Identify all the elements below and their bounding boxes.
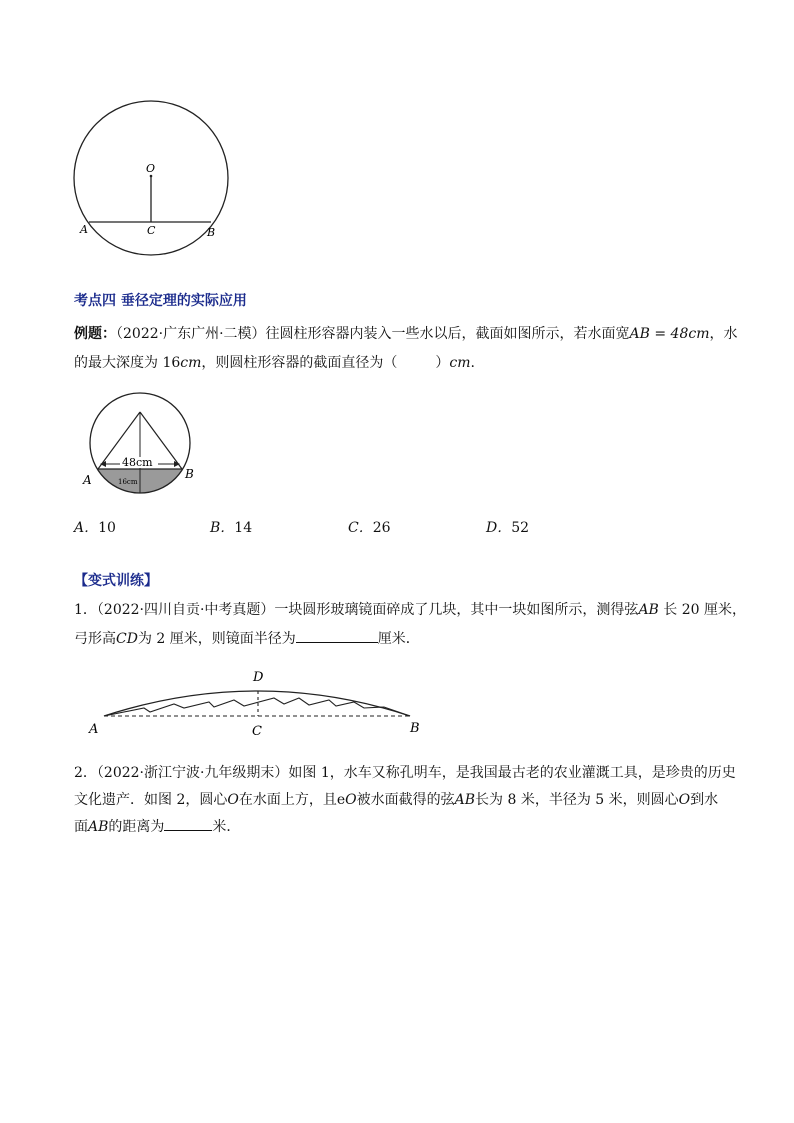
q1-text-1: 1．（2022·四川自贡·中考真题）一块圆形玻璃镜面碎成了几块，其中一块如图所示，测得弦 [74,602,639,618]
training-heading: 【变式训练】 [74,573,158,589]
example-text-2a: 的最大深度为 16 [74,355,181,371]
center-point [150,175,153,178]
label-d: D [253,670,264,685]
q1-text-2b: 为 2 厘米，则镜面半径为 [137,631,296,647]
q2-ab2: AB [88,819,109,835]
choice-d-value: 52 [511,520,530,536]
q2-text-3c: 米． [212,819,241,835]
choice-d-letter: D． [486,520,512,536]
label-48cm: 48cm [122,456,153,469]
q1-ab: AB [638,602,659,618]
q2-o3: O [678,792,691,808]
q1-line-1 [74,597,746,624]
choice-a-value: 10 [98,520,116,536]
label-16cm: 16cm [118,478,138,486]
choice-b-value: 14 [234,520,253,536]
choice-a[interactable] [74,515,116,542]
example-text-1: 往圆柱形容器内装入一些水以后，截面如图所示，若水面宽 [265,326,630,342]
q2-line-3 [74,814,240,841]
figure-broken-mirror [84,664,434,744]
example-text-2d: ） [435,355,450,371]
q2-odot-symbol: e [336,792,346,808]
q1-line-2 [74,626,420,653]
label-a: A [80,223,88,236]
example-source: （2022·广东广州·二模） [116,326,266,342]
q2-o: O [227,792,239,808]
q1-cd: CD [116,631,138,647]
broken-edge [104,698,410,716]
q2-line-1: 2．（2022·浙江宁波·九年级期末）如图 1，水车又称孔明车，是我国最古老的农业灌溉工具，是珍贵的历史 [74,765,736,781]
label-c: C [252,724,262,739]
q2-text-2a: 文化遗产．如图 2，圆心 [74,792,228,808]
label-a: A [89,722,99,737]
q1-text-2c: 厘米． [377,631,420,647]
figure-water-cross-section [78,384,208,499]
example-line-1 [74,321,738,348]
choice-a-letter: A． [74,520,99,536]
unit-cm-2: cm [449,355,471,371]
q2-text-2e: 到水 [690,792,719,808]
unit-cm-1: cm [180,355,202,371]
choice-c-letter: C． [348,520,373,536]
example-text-1-end: ，水 [709,326,738,342]
q1-text-2a: 弓形高 [74,631,116,647]
q2-text-3a: 面 [74,819,88,835]
figure-circle-chord [60,90,250,280]
q2-text-2c: 被水面截得的弦 [356,792,455,808]
q2-text-3b: 的距离为 [108,819,165,835]
example-text-2c: ，则圆柱形容器的截面直径为（ [201,355,398,371]
q2-text-2b: 在水面上方，且 [238,792,337,808]
q2-answer-blank[interactable] [164,814,212,831]
example-line-2 [74,350,475,377]
example-prefix: 例题： [74,326,116,342]
label-a: A [83,473,92,487]
label-o: O [146,162,156,175]
choice-b-letter: B． [210,520,235,536]
choice-c[interactable] [348,515,391,542]
q2-line-2 [74,787,718,814]
choice-d[interactable] [486,515,529,542]
choice-c-value: 26 [372,520,391,536]
label-c: C [147,224,156,237]
label-b: B [185,467,194,481]
section-heading: 考点四 垂径定理的实际应用 [74,293,247,309]
q2-ab: AB [454,792,476,808]
label-b: B [207,226,216,239]
choice-b[interactable] [210,515,252,542]
q1-text-1-end: 长 20 厘米， [658,602,747,618]
example-text-2f: . [470,355,475,371]
ab-equation: AB = 48cm [629,326,710,342]
q1-answer-blank[interactable] [296,626,378,643]
label-b: B [410,721,420,736]
q2-o2: O [345,792,357,808]
q2-text-2d: 长为 8 米，半径为 5 米，则圆心 [475,792,679,808]
